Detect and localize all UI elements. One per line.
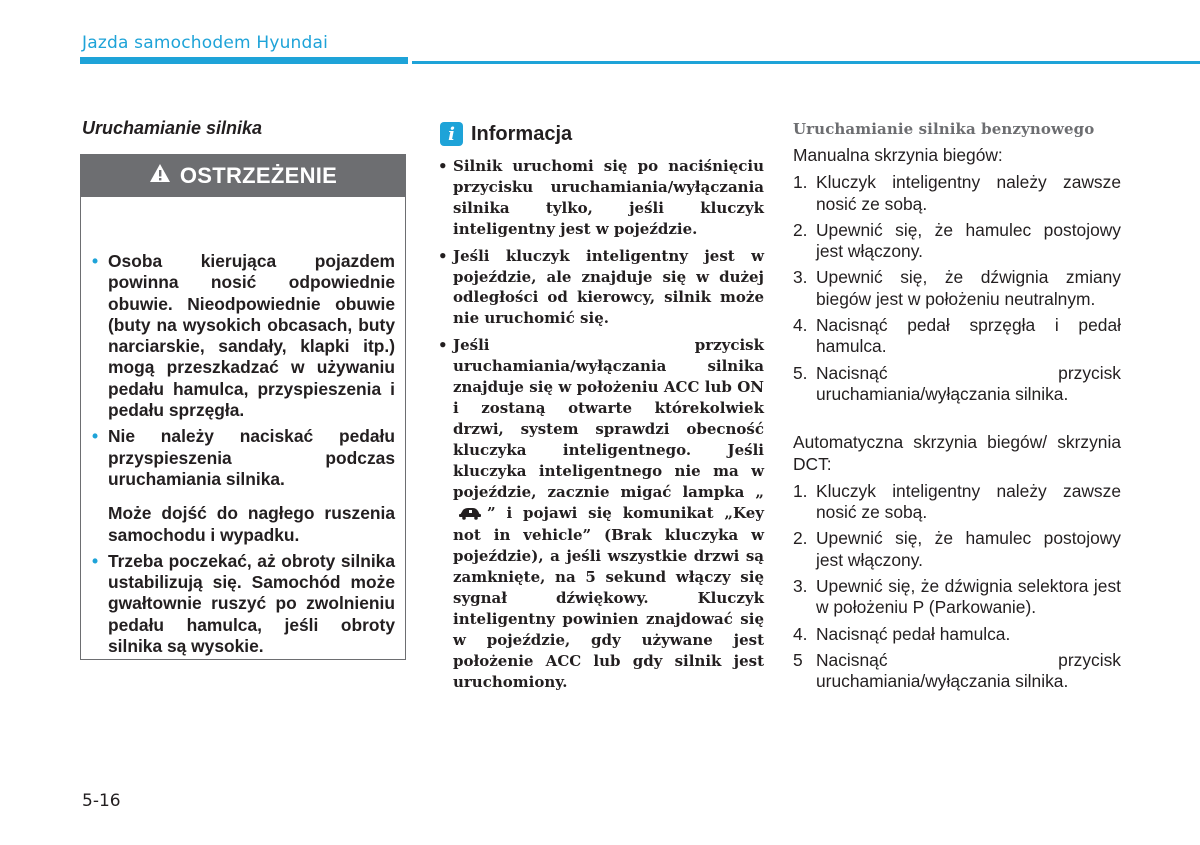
car-key-indicator-icon (457, 505, 483, 526)
step-number: 3. (793, 576, 808, 597)
step-number: 5. (793, 362, 808, 383)
bullet-icon: • (438, 336, 448, 355)
step-text: Kluczyk inteligentny należy zawsze nosić ze sobą. (816, 480, 1121, 523)
bullet-icon: • (438, 246, 448, 265)
bullet-icon: • (92, 251, 99, 271)
step-item (793, 363, 1121, 406)
step-text: Kluczyk inteligentny należy zawsze nosić ze sobą. (816, 172, 1121, 214)
bullet-icon: • (92, 550, 99, 571)
step-item (793, 220, 1121, 263)
info-item (438, 246, 764, 330)
info-item-text: Silnik uruchomi się po naciśnięciu przycisku uruchamiania/wyłączania silnika tylko, jeśli kluczyk inteligentny jest w pojeździe. (453, 157, 764, 238)
step-text: Upewnić się, że dźwignia zmiany biegów jest w położeniu neutralnym. (816, 267, 1121, 309)
step-item (793, 315, 1121, 358)
warning-triangle-icon (149, 163, 171, 189)
warning-item (92, 251, 395, 421)
step-number: 4. (793, 623, 808, 644)
step-item (793, 267, 1121, 310)
info-icon: i (440, 122, 463, 146)
info-item-text: Jeśli przycisk uruchamiania/wyłączania silnika znajduje się w położeniu ACC lub ON i zostaną otwarte którekolwiek drzwi, system sprawdzi obecność kluczyka inteligentnego. Jeśli kluczyka inteligentnego nie ma w pojeździe, zacznie migać lampka „ (453, 336, 764, 501)
header-bar-thin (412, 61, 1200, 64)
warning-item (92, 550, 395, 657)
manual-transmission-label: Manualna skrzynia biegów: (793, 145, 1003, 165)
manual-steps (793, 172, 1121, 405)
step-item (793, 481, 1121, 524)
step-text: Upewnić się, że hamulec postojowy jest włączony. (816, 528, 1121, 570)
info-item (438, 335, 764, 692)
warning-header (81, 155, 405, 197)
bullet-icon: • (92, 426, 99, 447)
warning-box (80, 154, 406, 660)
warning-title: OSTRZEŻENIE (179, 163, 338, 188)
bullet-icon: • (438, 157, 448, 175)
step-item (793, 528, 1121, 571)
gasoline-start-heading: Uruchamianie silnika benzynowego (793, 120, 1095, 138)
engine-start-heading: Uruchamianie silnika (82, 118, 263, 138)
warning-item-continuation (108, 503, 395, 546)
warning-item-text: Osoba kierująca pojazdem powinna nosić odpowiednie obuwie. Nieodpowiednie obuwie (buty na wysokich obcasach, buty narciarskie, sandały, klapki itp.) mogą przeszkadzać w używaniu pedału hamulca, przyspieszenia i pedału sprzęgła. (108, 251, 395, 421)
step-text: Upewnić się, że dźwignia selektora jest w położeniu P (Parkowanie). (816, 576, 1121, 618)
warning-item-text: Trzeba poczekać, aż obroty silnika ustabilizują się. Samochód może gwałtownie ruszyć po zwolnieniu pedału hamulca, jeśli obroty silnika są wysokie. (108, 550, 395, 657)
step-text: Nacisnąć pedał sprzęgła i pedał hamulca. (816, 315, 1121, 357)
info-item (438, 156, 764, 240)
warning-item-text: Może dojść do nagłego ruszenia samochodu i wypadku. (108, 503, 395, 545)
step-text: Nacisnąć przycisk uruchamiania/wyłączania silnika. (816, 649, 1121, 692)
step-item (793, 172, 1121, 215)
info-title: Informacja (471, 122, 573, 145)
gasoline-start-section (793, 120, 1121, 698)
warning-item (92, 426, 395, 490)
step-number: 3. (793, 267, 808, 288)
section-header-title: Jazda samochodem Hyundai (82, 33, 329, 53)
step-text: Upewnić się, że hamulec postojowy jest włączony. (816, 219, 1121, 262)
step-number: 5 (793, 649, 803, 670)
step-number: 2. (793, 528, 808, 549)
header-bar-thick (80, 57, 408, 64)
step-text: Nacisnąć przycisk uruchamiania/wyłączania silnika. (816, 362, 1121, 404)
step-number: 1. (793, 480, 808, 501)
info-item-text: ” i pojawi się komunikat „Key not in vehicle” (Brak kluczyka w pojeździe), a jeśli wszystkie drzwi są zamknięte, na 5 sekund włączy się sygnał dźwiękowy. Kluczyk inteligentny powinien znajdować się w pojeździe, gdy używane jest położenie ACC lub gdy silnik jest uruchomiony. (453, 503, 764, 691)
step-number: 2. (793, 219, 808, 240)
step-item (793, 650, 1121, 693)
info-header (440, 122, 572, 146)
automatic-steps (793, 481, 1121, 693)
info-list (438, 156, 764, 699)
warning-item-text: Nie należy naciskać pedału przyspieszenia podczas uruchamiania silnika. (108, 426, 395, 489)
step-item (793, 576, 1121, 619)
automatic-transmission-label: Automatyczna skrzynia biegów/ skrzynia DCT: (793, 432, 1121, 474)
page-number: 5-16 (82, 791, 121, 811)
info-item-text: Jeśli kluczyk inteligentny jest w pojeździe, ale znajduje się w dużej odległości od kierowcy, silnik może nie uruchomić się. (453, 246, 764, 328)
warning-list (81, 197, 405, 657)
step-number: 1. (793, 172, 808, 193)
step-item (793, 624, 1121, 645)
step-text: Nacisnąć pedał hamulca. (816, 623, 1011, 644)
step-number: 4. (793, 315, 808, 336)
